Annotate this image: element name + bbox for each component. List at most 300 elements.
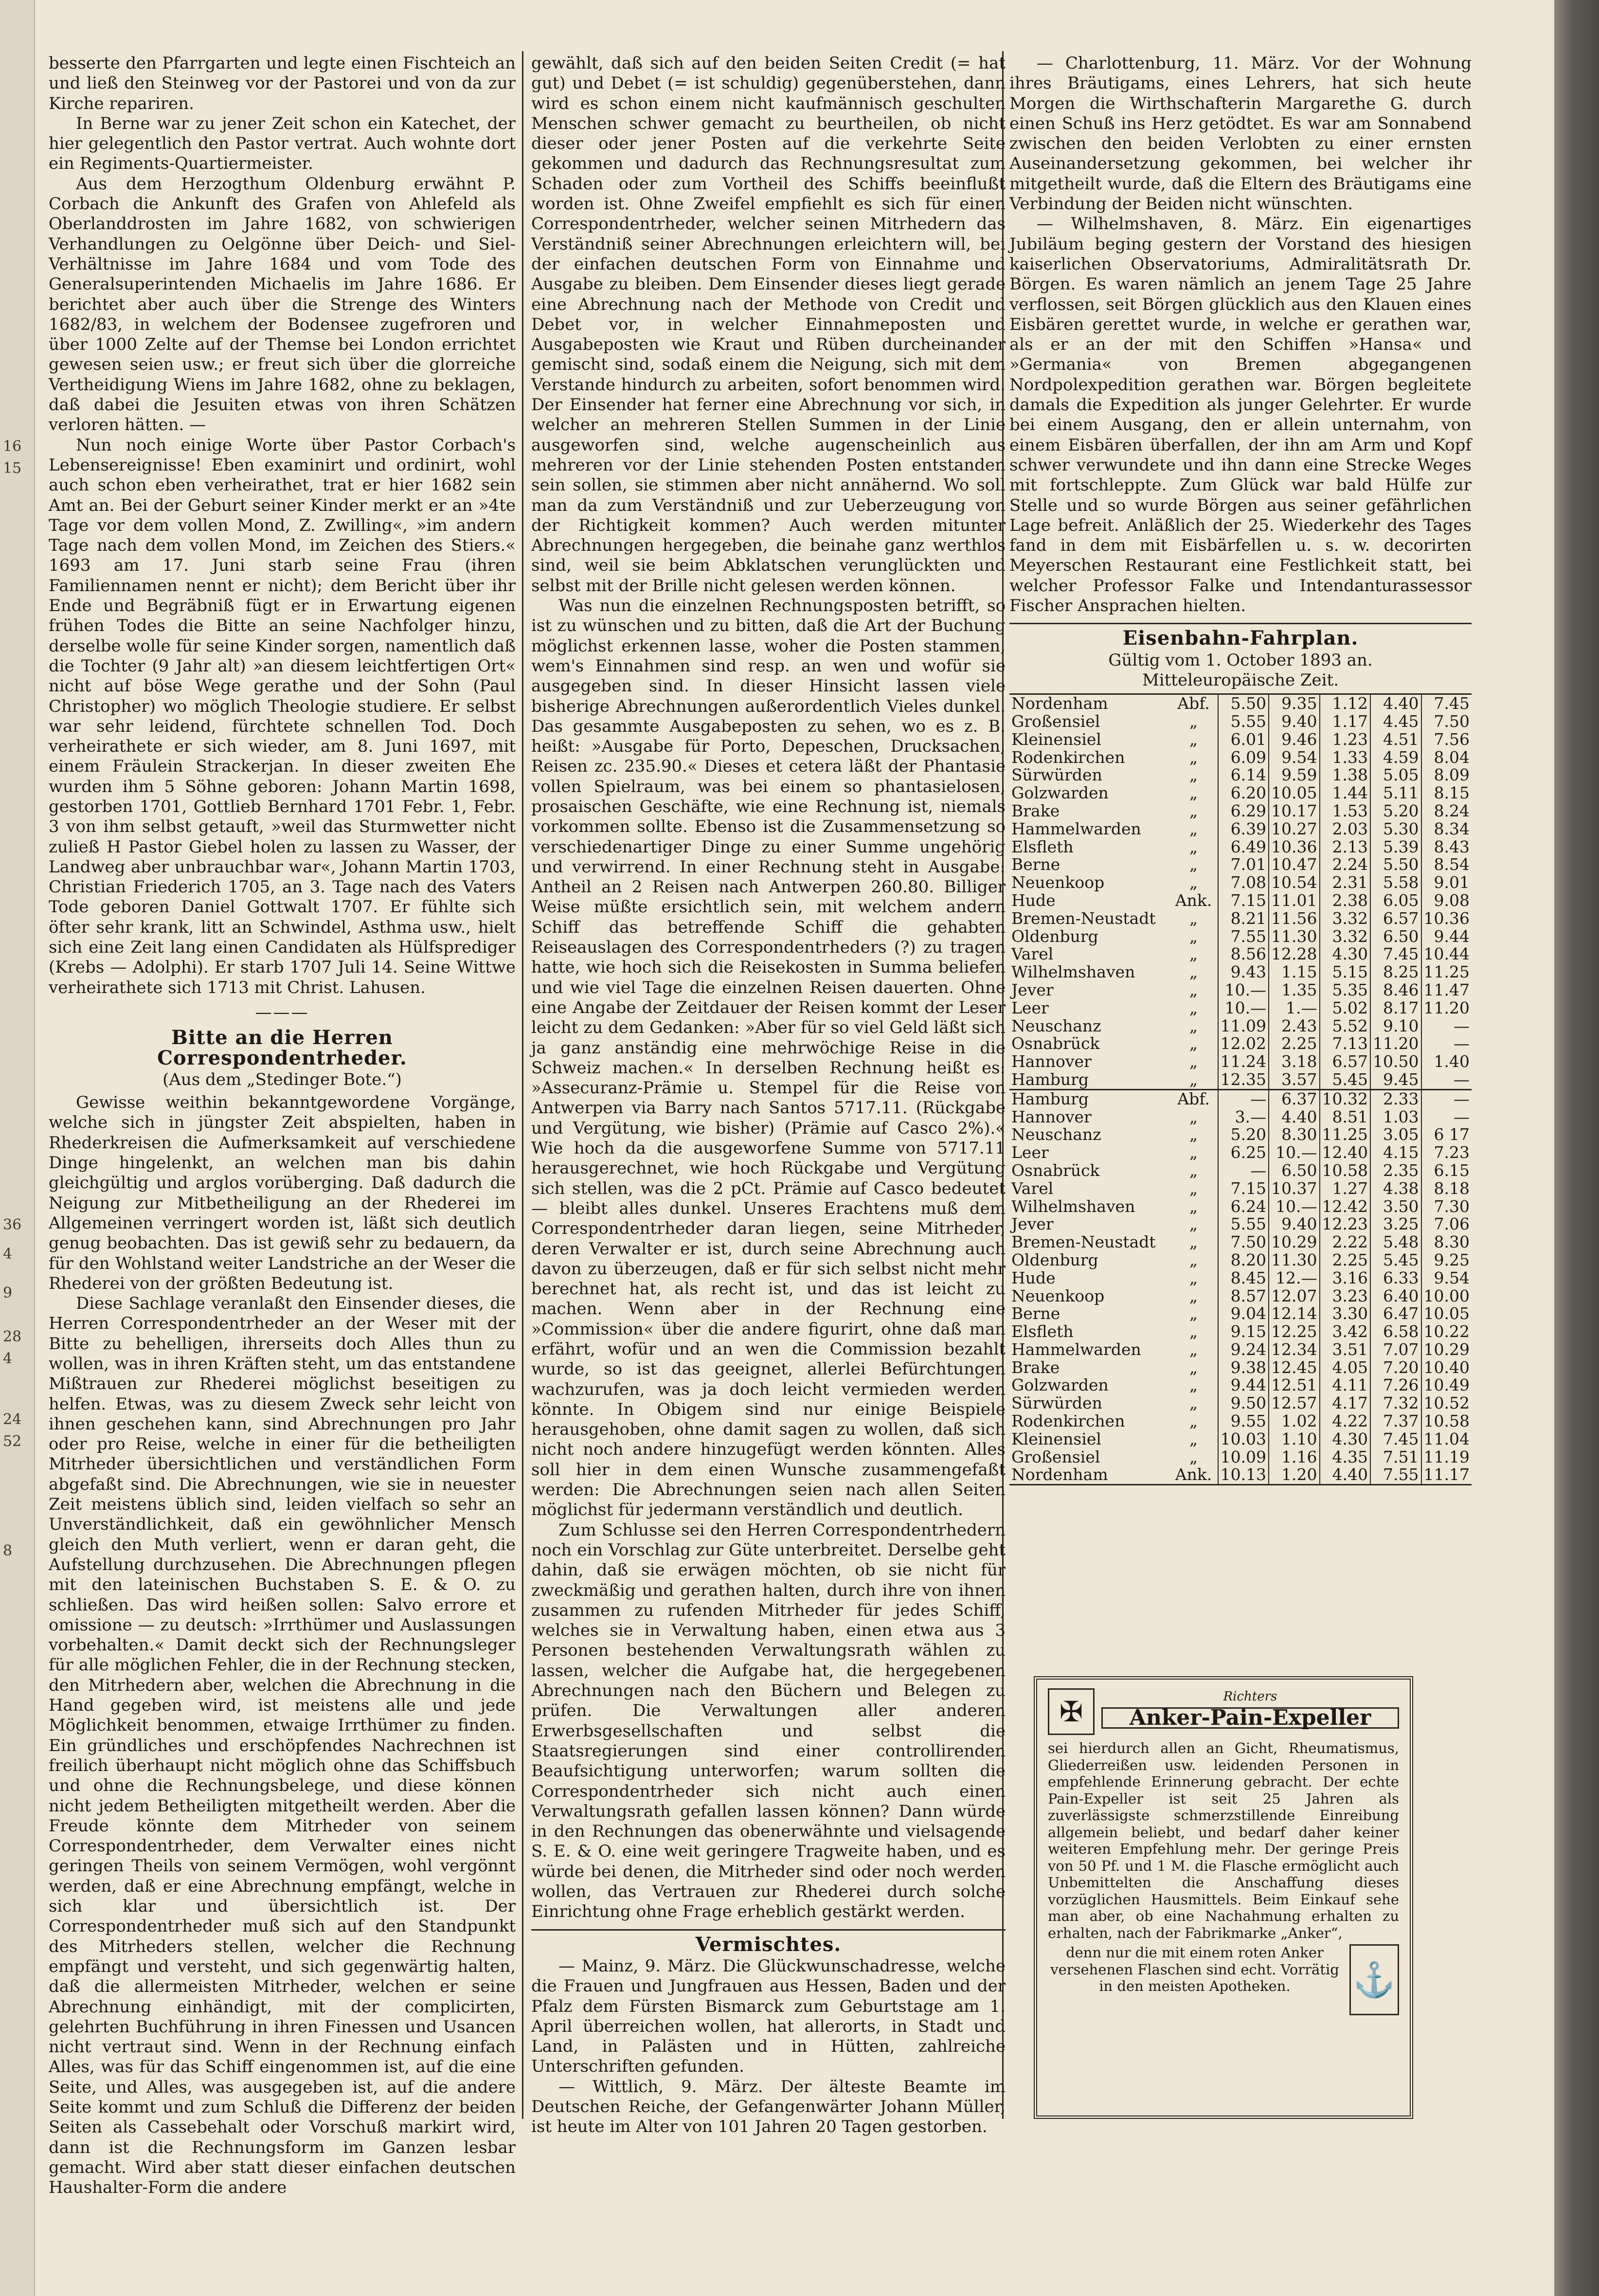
train-time: 6.58 (1370, 1323, 1421, 1341)
train-time: 8.46 (1370, 981, 1421, 999)
train-time: 9.04 (1218, 1305, 1269, 1323)
train-time: 4.17 (1320, 1394, 1370, 1412)
timetable-row (1009, 1215, 1472, 1233)
train-time: 6.29 (1218, 802, 1269, 820)
train-time: 10.— (1218, 981, 1269, 999)
departure-arrival-mark: Abf. (1170, 1089, 1218, 1108)
train-time: 9.01 (1421, 874, 1472, 892)
timetable-row (1009, 1053, 1472, 1071)
train-time: 8.30 (1421, 1233, 1472, 1251)
timetable-row (1009, 928, 1472, 946)
station-name: Bremen-Neustadt (1011, 908, 1156, 928)
train-time: 4.22 (1320, 1412, 1370, 1430)
margin-number: 15 (3, 460, 22, 477)
timetable-row (1009, 1376, 1472, 1394)
train-time: 10.— (1269, 1144, 1319, 1162)
train-time: 5.35 (1320, 981, 1370, 999)
train-time: 10.27 (1269, 820, 1319, 838)
station-name: Brake (1011, 1357, 1060, 1377)
departure-arrival-mark: „ (1189, 1447, 1198, 1466)
train-time: 11.24 (1218, 1053, 1269, 1071)
margin-number: 24 (3, 1411, 22, 1428)
train-time: 9.54 (1421, 1269, 1472, 1287)
train-time: — (1421, 1017, 1472, 1035)
train-time: 8.34 (1421, 820, 1472, 838)
train-time: 12.34 (1269, 1341, 1319, 1359)
train-time: 8.04 (1421, 749, 1472, 767)
train-time: 11.47 (1421, 981, 1472, 999)
departure-arrival-mark: „ (1189, 1034, 1198, 1053)
train-time: 9.40 (1269, 1215, 1319, 1233)
train-time: 11.25 (1320, 1126, 1370, 1144)
departure-arrival-mark: „ (1189, 1268, 1198, 1287)
train-time: 8.09 (1421, 766, 1472, 784)
train-time: 11.20 (1370, 1035, 1421, 1053)
column-2 (531, 54, 1006, 2137)
train-time: 8.51 (1320, 1108, 1370, 1126)
train-time: 5.20 (1218, 1126, 1269, 1144)
departure-arrival-mark: „ (1189, 1250, 1198, 1269)
station-name: Wilhelmshaven (1011, 1196, 1135, 1216)
train-time: 12.25 (1269, 1323, 1319, 1341)
train-time: 2.22 (1320, 1233, 1370, 1251)
timetable-row (1009, 1071, 1472, 1089)
station-name: Leer (1011, 1143, 1049, 1162)
train-time: 12.45 (1269, 1359, 1319, 1377)
train-time: 6.33 (1370, 1269, 1421, 1287)
train-time: 6.57 (1370, 910, 1421, 928)
margin-number: 4 (3, 1246, 13, 1263)
train-time: 3.32 (1320, 928, 1370, 946)
train-time: 6.01 (1218, 731, 1269, 749)
train-time: 4.38 (1370, 1180, 1421, 1198)
ad-title: Anker-Pain-Expeller (1101, 1707, 1399, 1729)
news-item: — Charlottenburg, 11. März. Vor der Wohnung ihres Bräutigams, eines Lehrers, hat sich heute Morgen die Wirthschafterin Margarethe G. durch einen Schuß ins Herz getödtet. Es war am Sonnabend zwischen den beiden Verlobten zu einer ernsten Auseinandersetzung gekommen, bei welcher ihr mitgetheilt wurde, daß die Eltern des Bräutigams eine Verbindung der Beiden nicht wünschten. (1009, 54, 1472, 214)
train-time: 10.58 (1320, 1162, 1370, 1180)
departure-arrival-mark: „ (1189, 1107, 1198, 1126)
article-paragraph: gewählt, daß sich auf den beiden Seiten Credit (= hat gut) und Debet (= ist schuldig) gegenüberstehen, dann wird es schon einem nicht kaufmännisch geschulten Menschen schwer gemacht zu beurtheilen, ob nicht dieser oder jener Posten auf die verkehrte Seite gekommen und dadurch das Rechnungsresultat zum Schaden oder zum Vortheil des Schiffs beeinflußt worden ist. Ohne Zweifel empfiehlt es sich für einen Correspondentrheder, welcher seinen Mitrhedern das Verständniß seiner Abrechnungen erleichtern will, bei der einfachen deutschen Form von Einnahme und Ausgabe zu bleiben. Dem Einsender dieses liegt gerade eine Abrechnung nach der Methode von Credit und Debet vor, in welcher Einnahmeposten und Ausgabeposten wie Kraut und Rüben durcheinander gemischt sind, sodaß einem die Neigung, sich mit dem Verstande hindurch zu arbeiten, sofort benommen wird. Der Einsender hat ferner eine Abrechnung vor sich, in welcher an mehreren Stellen Summen in der Linie ausgeworfen sind, welche augenscheinlich aus mehreren vor der Linie stehenden Posten entstanden sein sollen, sie stimmen aber nicht annähernd. Wo soll man da zum Verständniß und zur Ueberzeugung von der Richtigkeit kommen? Auch werden mitunter Abrechnungen hergegeben, die beinahe ganz werthlos sind, weil sie beim Abklatschen verunglückten und selbst mit der Brille nicht gelesen werden können. (531, 54, 1006, 596)
train-time: — (1421, 1071, 1472, 1089)
section-rule (1009, 623, 1472, 624)
train-time: 8.21 (1218, 910, 1269, 928)
binding-edge (1554, 0, 1599, 2296)
train-time: 6.47 (1370, 1305, 1421, 1323)
train-time: 6.50 (1370, 928, 1421, 946)
train-time: — (1421, 1035, 1472, 1053)
train-time: 3.23 (1320, 1287, 1370, 1305)
article-paragraph: In Berne war zu jener Zeit schon ein Katechet, der hier gelegentlich den Pastor vertrat. Auch wohnte dort ein Regiments-Quartiermeister. (49, 113, 516, 174)
train-time: 6.40 (1370, 1287, 1421, 1305)
train-time: 7.01 (1218, 856, 1269, 874)
train-time: 8.30 (1269, 1126, 1319, 1144)
train-time: 1.23 (1320, 731, 1370, 749)
train-time: 1.33 (1320, 749, 1370, 767)
train-time: 11.25 (1421, 963, 1472, 981)
ad-footer-text: denn nur die mit einem roten Anker versehenen Flaschen sind echt. Vorrätig in den meisten Apotheken. (1050, 1944, 1339, 1994)
timetable-row (1009, 981, 1472, 999)
departure-arrival-mark: „ (1189, 837, 1198, 856)
train-time: 10.29 (1269, 1233, 1319, 1251)
departure-arrival-mark: „ (1189, 819, 1198, 838)
train-time: 10.37 (1269, 1180, 1319, 1198)
train-time: 5.45 (1320, 1071, 1370, 1089)
train-time: 7.06 (1421, 1215, 1472, 1233)
margin-number: 36 (3, 1216, 22, 1233)
article-paragraph: Was nun die einzelnen Rechnungsposten betrifft, so ist zu wünschen und zu bitten, daß die Art der Buchung möglichst erkennen lasse, woher die Posten stammen, wem's Einnahmen sind resp. an wen und wofür sie ausgegeben sind. In dieser Hinsicht lassen viele bisherige Abrechnungen außerordentlich Vieles dunkel. Das gesammte Ausgabeposten zu sehen, wo es z. B. heißt: »Ausgabe für Porto, Depeschen, Drucksachen, Reisen zc. 235.90.« Dieses et cetera läßt der Phantasie vollen Spielraum, was bei einem so phantasielosen, prosaischen Geschäfte, wie eine Rechnung ist, niemals vorkommen sollte. Ebenso ist die Zusammensetzung so verschiedenartiger Dinge zu einer Summe ungehörig und verwirrend. In einer Rechnung steht in Ausgabe: Antheil an 2 Reisen nach Antwerpen 260.80. Billiger Weise müßte ersichtlich sein, mit welchem andern Schiff das betreffende Schiff die gehabten Reiseauslagen des Correspondentrheders (?) zu tragen hatte, wie hoch sich die Reisekosten in Summa beliefen und wie viel Tage die einzelnen Reisen dauerten. Ohne eine Angabe der Zeitdauer der Reisen kommt der Leser leicht zu dem Gedanken: »Aber für so viel Geld läßt sich ja ganz anständig eine mehrwöchige Reise in die Schweiz machen.« In derselben Rechnung heißt es: »Assecuranz-Prämie u. Stempel für die Reise von Antwerpen via Barry nach Santos 5717.11. (Rückgabe und Vergütung, wie bisher) (Prämie auf Casco 2%).« Wie hoch da die ausgeworfene Summe von 5717.11 herausgerechnet, wie hoch Rückgabe und Vergütung sich stellen, was die 2 pCt. Prämie auf Casco bedeutet — bleibt alles dunkel. Unseres Erachtens muß dem Correspondentrheder daran liegen, seine Mitrheder, deren Verwalter er ist, durch seine Abrechnung auch davon zu überzeugen, daß er für sich selbst nicht mehr berechnet hat, als recht ist, und das ist leicht zu machen. Wenn aber in der Rechnung eine »Commission« über die andere figurirt, ohne daß man erfährt, wofür und an wen die Commission bezahlt wurde, so ist das geeignet, allerlei Befürchtungen wachzurufen, was ja doch leicht vermieden werden könnte. In Obigem sind nur einige Beispiele herausgehoben, ohne damit sagen zu wollen, daß sich nicht noch andere hinzugefügt werden könnten. Alles soll hier in dem einen Wunsche zusammengefaßt werden: Die Abrechnungen seien nach allen Seiten möglichst für jedermann verständlich und deutlich. (531, 596, 1006, 1520)
train-time: 10.47 (1269, 856, 1319, 874)
train-time: 2.33 (1370, 1089, 1421, 1108)
train-time: 4.40 (1269, 1108, 1319, 1126)
train-time: 5.58 (1370, 874, 1421, 892)
train-time: 2.31 (1320, 874, 1370, 892)
station-name: Nordenham (1011, 694, 1108, 713)
train-time: 10.— (1269, 1198, 1319, 1216)
train-time: 6.09 (1218, 749, 1269, 767)
timetable-validity: Gültig vom 1. October 1893 an. (1108, 650, 1373, 670)
station-name: Rodenkirchen (1011, 747, 1125, 767)
departure-arrival-mark: „ (1189, 1196, 1198, 1216)
station-name: Oldenburg (1011, 1250, 1098, 1269)
news-item: — Wittlich, 9. März. Der älteste Beamte im Deutschen Reiche, der Gefangenwärter Johann Müller, ist heute im Alter von 101 Jahren 20 Tagen gestorben. (531, 2077, 1006, 2137)
station-name: Rodenkirchen (1011, 1411, 1125, 1431)
train-time: 12.— (1269, 1269, 1319, 1287)
station-name: Varel (1011, 1178, 1054, 1198)
train-time: 5.11 (1370, 784, 1421, 802)
timetable-row (1009, 945, 1472, 963)
station-name: Varel (1011, 944, 1054, 964)
station-name: Brake (1011, 801, 1060, 820)
station-name: Sürwürden (1011, 1393, 1102, 1413)
train-time: 10.54 (1269, 874, 1319, 892)
railway-timetable (1009, 693, 1472, 1485)
timetable-row (1009, 1144, 1472, 1162)
margin-number: 52 (3, 1433, 22, 1450)
timetable-row (1009, 1017, 1472, 1035)
train-time: 5.48 (1370, 1233, 1421, 1251)
train-time: 6.25 (1218, 1144, 1269, 1162)
margin-number: 16 (3, 438, 22, 455)
timetable-row (1009, 1466, 1472, 1484)
train-time: 1.02 (1269, 1412, 1319, 1430)
train-time: 1.15 (1269, 963, 1319, 981)
train-time: 5.55 (1218, 713, 1269, 731)
train-time: 2.25 (1320, 1251, 1370, 1269)
train-time: 11.19 (1421, 1448, 1472, 1466)
train-time: 3.16 (1320, 1269, 1370, 1287)
train-time: 7.15 (1218, 892, 1269, 910)
train-time: 4.15 (1370, 1144, 1421, 1162)
anchor-icon: ⚓ (1349, 1944, 1399, 2015)
train-time: 1.12 (1320, 695, 1370, 713)
timetable-row (1009, 1287, 1472, 1305)
ad-titles (1101, 1688, 1399, 1729)
timetable-row (1009, 1323, 1472, 1341)
departure-arrival-mark: „ (1189, 1393, 1198, 1413)
news-item: — Wilhelmshaven, 8. März. Ein eigenartiges Jubiläum beging gestern der Vorstand des hiesigen kaiserlichen Observatoriums, Admiralitätsrath Dr. Börgen. Es waren nämlich an jenem Tage 25 Jahre verflossen, seit Börgen glücklich aus den Klauen eines Eisbären gerettet wurde, in welche er gerathen war, als er an der mit den Schiffen »Hansa« und »Germania« von Bremen abgegangenen Nordpolexpedition gerathen war. Börgen begleitete damals die Expedition als junger Gelehrter. Er wurde bei einem Ausgang, den er allein unternahm, von einem Eisbären überfallen, der ihn am Arm und Kopf schwer verwundete und ihn dann eine Strecke Weges mit fortschleppte. Zum Glück war bald Hülfe zur Stelle und so wurde Börgen aus seiner gefährlichen Lage befreit. Anläßlich der 25. Wiederkehr des Tages fand in dem mit Eisbärfellen u. s. w. decorirten Meyerschen Restaurant eine Festlichkeit statt, bei welcher Professor Falke und Intendanturassessor Fischer Ansprachen hielten. (1009, 214, 1472, 616)
train-time: 10.58 (1421, 1412, 1472, 1430)
station-name: Hude (1011, 1268, 1056, 1287)
train-time: 9.43 (1218, 963, 1269, 981)
train-time: 10.05 (1421, 1305, 1472, 1323)
train-time: 6 17 (1421, 1126, 1472, 1144)
article-paragraph: Nun noch einige Worte über Pastor Corbach's Lebensereignisse! Eben examinirt und ordinirt, wohl auch schon eben verheirathet, trat er hier 1682 sein Amt an. Bei der Geburt seiner Kinder merkt er an »4te Tage vor dem vollen Mond, Z. Zwilling«, »im andern Tage nach dem vollen Mond, im Zeichen des Stiers.« 1693 am 17. Juni starb seine Frau (ihren Familiennamen nennt er nicht); dem Bericht über ihr Ende und Begräbniß fügt er in Erwartung eigenen frühen Todes die Bitte an seine Nachfolger hinzu, derselbe wolle für seine Kinder sorgen, namentlich daß die Tochter (9 Jahr alt) »an diesem leichtfertigen Ort« nicht auf böse Wege gerathe und der Sohn (Paul Christopher) wo möglich Theologie studiere. Er selbst war sehr leidend, fürchtete schnellen Tod. Doch verheirathete er sich wieder, am 8. Juni 1697, mit einem Fräulein Strackerjan. In dieser zweiten Ehe wurden ihm 5 Söhne geboren: Johann Martin 1698, gestorben 1701, Gottlieb Bernhard 1701 Febr. 1, Febr. 3 von ihm selbst getauft, »weil das Sturmwetter nicht zuließ H Pastor Giebel holen zu lassen zu Wasser, der Landweg aber unbrauchbar war«, Johann Martin 1703, Christian Friederich 1705, an 3. Tage nach des Vaters Tode geboren Daniel Gottwalt 1707. Er fühlte sich öfter sehr krank, litt an Schwindel, Asthma usw., hielt sich eine Zeit lang einen Candidaten als Hülfsprediger (Krebs — Adolphi). Er starb 1707 Juli 14. Seine Wittwe verheirathete sich 1713 mit Christ. Lahusen. (49, 435, 516, 997)
train-time: 10.36 (1269, 838, 1319, 856)
train-time: 4.51 (1370, 731, 1421, 749)
ad-footer (1048, 1944, 1399, 2015)
section-title: Vermischtes. (695, 1933, 842, 1956)
station-name: Leer (1011, 998, 1049, 1017)
timetable-row (1009, 1412, 1472, 1430)
margin-number: 4 (3, 1350, 13, 1367)
train-time: 7.37 (1370, 1412, 1421, 1430)
station-name: Hannover (1011, 1107, 1092, 1126)
train-time: 9.44 (1218, 1376, 1269, 1394)
departure-arrival-mark: „ (1189, 1232, 1198, 1252)
timetable-row (1009, 1089, 1472, 1108)
train-time: 8.25 (1370, 963, 1421, 981)
station-name: Elsfleth (1011, 837, 1074, 856)
train-time: 7.32 (1370, 1394, 1421, 1412)
train-time: 9.10 (1370, 1017, 1421, 1035)
departure-arrival-mark: „ (1189, 747, 1198, 767)
station-name: Sürwürden (1011, 765, 1102, 785)
station-name: Elsfleth (1011, 1322, 1074, 1341)
station-name: Hammelwarden (1011, 819, 1141, 838)
station-name: Berne (1011, 1304, 1060, 1323)
train-time: 7.55 (1218, 928, 1269, 946)
train-time: 9.46 (1269, 731, 1319, 749)
train-time: 7.23 (1421, 1144, 1472, 1162)
train-time: 6.15 (1421, 1162, 1472, 1180)
train-time: 1.— (1269, 999, 1319, 1017)
timetable-row (1009, 892, 1472, 910)
train-time: 9.59 (1269, 766, 1319, 784)
train-time: 6.24 (1218, 1198, 1269, 1216)
train-time: 7.50 (1218, 1233, 1269, 1251)
train-time: 10.44 (1421, 945, 1472, 963)
train-time: 7.30 (1421, 1198, 1472, 1216)
station-name: Hamburg (1009, 1089, 1170, 1108)
train-time: 6.39 (1218, 820, 1269, 838)
train-time: 4.11 (1320, 1376, 1370, 1394)
station-name: Hamburg (1011, 1069, 1089, 1089)
train-time: 7.45 (1370, 945, 1421, 963)
train-time: 10.13 (1218, 1466, 1269, 1484)
timetable-row (1009, 713, 1472, 731)
train-time: 12.28 (1269, 945, 1319, 963)
advertisement-pain-expeller (1034, 1676, 1413, 2119)
train-time: 5.30 (1370, 820, 1421, 838)
train-time: 6.14 (1218, 766, 1269, 784)
train-time: 5.50 (1218, 695, 1269, 713)
train-time: 4.30 (1320, 1430, 1370, 1448)
departure-arrival-mark: „ (1189, 1016, 1198, 1035)
train-time: 12.57 (1269, 1394, 1319, 1412)
timetable-table (1009, 695, 1472, 1484)
train-time: 1.40 (1421, 1053, 1472, 1071)
departure-arrival-mark: „ (1189, 729, 1198, 749)
train-time: 5.52 (1320, 1017, 1370, 1035)
train-time: 6.20 (1218, 784, 1269, 802)
train-time: 3.50 (1370, 1198, 1421, 1216)
section-title: Bitte an die Herren Correspondentrheder. (157, 1026, 407, 1069)
article-paragraph: Aus dem Herzogthum Oldenburg erwähnt P. Corbach die Ankunft des Grafen von Ahlefeld als Oberlanddrosten im Jahre 1682, von schwierigen Verhandlungen zu Oelgönne über Deich- und Siel-Verhältnisse im Jahre 1684 und vom Tode des Generalsuperintenden Michaelis im Jahre 1686. Er berichtet aber auch über die Strenge des Winters 1682/83, in welchem der Bodensee zugefroren und über 1000 Zelte auf der Themse bei London errichtet gewesen seien usw.; er freut sich über die glorreiche Vertheidigung Wiens im Jahre 1682, ohne zu beklagen, daß dabei die Jesuiten etwas von ihren Schätzen verloren hätten. — (49, 174, 516, 435)
station-name: Neuschanz (1011, 1125, 1101, 1144)
train-time: 5.05 (1370, 766, 1421, 784)
column-3 (1009, 54, 1472, 1485)
departure-arrival-mark: „ (1189, 908, 1198, 928)
departure-arrival-mark: „ (1189, 855, 1198, 874)
train-time: 10.09 (1218, 1448, 1269, 1466)
train-time: 9.50 (1218, 1394, 1269, 1412)
timetable-row (1009, 802, 1472, 820)
departure-arrival-mark: „ (1189, 926, 1198, 946)
ad-header (1048, 1688, 1399, 1735)
train-time: 8.54 (1421, 856, 1472, 874)
station-name: Neuenkoop (1011, 873, 1105, 892)
train-time: 7.45 (1421, 695, 1472, 713)
train-time: 9.40 (1269, 713, 1319, 731)
train-time: 10.17 (1269, 802, 1319, 820)
train-time: 9.55 (1218, 1412, 1269, 1430)
train-time: 2.38 (1320, 892, 1370, 910)
train-time: 12.14 (1269, 1305, 1319, 1323)
train-time: 7.20 (1370, 1359, 1421, 1377)
timetable-row (1009, 1198, 1472, 1216)
timetable-row (1009, 749, 1472, 767)
departure-arrival-mark: „ (1189, 712, 1198, 731)
article-paragraph: Diese Sachlage veranlaßt den Einsender dieses, die Herren Correspondentrheder an der Weser mit der Bitte zu behelligen, ihrerseits doch Alles thun zu wollen, was in ihren Kräften steht, um das entstandene Mißtrauen zur Rhederei möglichst beseitigen zu helfen. Etwas, was zu diesem Zweck sehr leicht von ihnen geschehen kann, sind Abrechnungen pro Jahr oder pro Reise, welche in einer für die betheiligten Mitrheder übersichtlichen und verständlichen Form abgefaßt sind. Die Abrechnungen, wie sie in neuester Zeit meistens üblich sind, leiden vielfach so sehr an Unverständlichkeit, daß ein gewöhnlicher Mensch gleich den Muth verliert, wenn er daran geht, die Aufstellung durchzusehen. Die Abrechnungen pflegen mit den lateinischen Buchstaben S. E. & O. zu schließen. Das wird heißen sollen: Salvo errore et omissione — zu deutsch: »Irrthümer und Auslassungen vorbehalten.« Damit deckt sich der Rechnungsleger für alle möglichen Fehler, die in der Rechnung stecken, den Mitrhedern aber, welchen die Abrechnung in die Hand gegeben wird, ist meistens alle und jede Möglichkeit benommen, etwaige Irrthümer zu finden. Ein gründliches und erschöpfendes Nachrechnen ist freilich überhaupt nicht möglich ohne das Schiffsbuch und ohne die Rechnungsbelege, und diese können nicht jedem Betheiligten mitgetheilt werden. Aber die Freude könnte dem Mitrheder von seinem Correspondentrheder, dem Verwalter eines nicht geringen Theils von seinem Vermögen, wohl vergönnt werden, daß er eine Abrechnung empfängt, welche in sich klar und übersichtlich ist. Der Correspondentrheder muß sich auf den Standpunkt des Mitrheders stellen, welcher die Rechnung empfängt und versteht, und sich gegenwärtig halten, daß die allermeisten Mitrheder, welchen er seine Abrechnung einhändigt, mit der complicirten, gelehrten Buchführung in ihren Finessen und Usancen nicht vertraut sind. Wenn in der Rechnung einfach Alles, was für das Schiff eingenommen ist, auf die eine Seite, und Alles, was ausgegeben ist, auf die andere Seite kommt und zum Schluß die Differenz der beiden Seiten als Cassebehalt oder Vorschuß markirt wird, dann ist die Rechnungsform im Ganzen lesbar gemacht. Wird aber statt dieser einfachen deutschen Haushalter-Form die andere (49, 1294, 516, 2198)
train-time: 7.26 (1370, 1376, 1421, 1394)
timetable-row (1009, 784, 1472, 802)
train-time: 7.50 (1421, 713, 1472, 731)
train-time: 1.16 (1269, 1448, 1319, 1466)
train-time: 1.20 (1269, 1466, 1319, 1484)
train-time: 7.51 (1370, 1448, 1421, 1466)
train-time: 6.57 (1320, 1053, 1370, 1071)
train-time: 6.05 (1370, 892, 1421, 910)
train-time: 12.42 (1320, 1198, 1370, 1216)
column-1 (49, 54, 516, 2198)
train-time: 1.38 (1320, 766, 1370, 784)
station-name: Hammelwarden (1011, 1339, 1141, 1359)
station-name: Jever (1011, 980, 1054, 999)
train-time: 8.45 (1218, 1269, 1269, 1287)
station-name: Osnabrück (1011, 1160, 1100, 1180)
train-time: 2.24 (1320, 856, 1370, 874)
departure-arrival-mark: „ (1189, 1375, 1198, 1395)
timetable-row (1009, 963, 1472, 981)
train-time: — (1218, 1162, 1269, 1180)
train-time: 6.37 (1269, 1089, 1319, 1108)
ad-brand: Richters (1223, 1689, 1277, 1704)
article-paragraph: Zum Schlusse sei den Herren Correspondentrhedern noch ein Vorschlag zur Güte unterbreitet. Derselbe geht dahin, daß sie erwägen möchten, ob sie nicht für zweckmäßig und gerathen halten, durch ihre von ihnen zusammen zu rufenden Mitrheder für jedes Schiff, welches sie in Verwaltung haben, einen etwa aus 3 Personen bestehenden Verwaltungsrath wählen zu lassen, welcher die Aufgabe hat, die hergegebenen Abrechnungen nach den Büchern und Belegen zu prüfen. Die Verwaltungen aller anderen Erwerbsgesellschaften und selbst die Staatsregierungen sind einer controllirenden Beaufsichtigung unterworfen; warum sollten die Correspondentrheder sich nicht auch einen Verwaltungsrath gefallen lassen können? Dann würde in den Rechnungen das obenerwähnte und vielsagende S. E. & O. eine weit geringere Tragweite haben, und es würde bei denen, die Mitrheder sind oder noch werden wollen, das Vertrauen zur Rhederei durch solche Einrichtung ohne Frage erheblich gestärkt werden. (531, 1520, 1006, 1922)
train-time: 3.30 (1320, 1305, 1370, 1323)
timetable-title: Eisenbahn-Fahrplan. (1122, 627, 1359, 650)
station-name: Berne (1011, 855, 1060, 874)
train-time: 9.44 (1421, 928, 1472, 946)
train-time: 5.55 (1218, 1215, 1269, 1233)
departure-arrival-mark: „ (1189, 1286, 1198, 1305)
timetable-row (1009, 1394, 1472, 1412)
train-time: 8.57 (1218, 1287, 1269, 1305)
train-time: 12.02 (1218, 1035, 1269, 1053)
station-name: Kleinensiel (1011, 729, 1101, 749)
train-time: 3.05 (1370, 1126, 1421, 1144)
train-time: 8.43 (1421, 838, 1472, 856)
train-time: 7.45 (1370, 1430, 1421, 1448)
train-time: 7.55 (1370, 1466, 1421, 1484)
station-name: Hude (1011, 890, 1056, 910)
train-time: 5.50 (1370, 856, 1421, 874)
train-time: 3.— (1218, 1108, 1269, 1126)
departure-arrival-mark: „ (1189, 1178, 1198, 1198)
train-time: 8.20 (1218, 1251, 1269, 1269)
train-time: 5.02 (1320, 999, 1370, 1017)
train-time: 1.10 (1269, 1430, 1319, 1448)
train-time: 2.43 (1269, 1017, 1319, 1035)
departure-arrival-mark: „ (1189, 1125, 1198, 1144)
train-time: 10.00 (1421, 1287, 1472, 1305)
station-name: Neuschanz (1011, 1016, 1101, 1035)
train-time: 2.03 (1320, 820, 1370, 838)
train-time: 9.35 (1269, 695, 1319, 713)
train-time: 12.51 (1269, 1376, 1319, 1394)
timetable-timezone: Mitteleuropäische Zeit. (1142, 670, 1339, 690)
train-time: 12.23 (1320, 1215, 1370, 1233)
departure-arrival-mark: „ (1189, 1357, 1198, 1377)
train-time: 8.17 (1370, 999, 1421, 1017)
timetable-row (1009, 856, 1472, 874)
departure-arrival-mark: „ (1189, 1069, 1198, 1089)
train-time: 12.07 (1269, 1287, 1319, 1305)
timetable-row (1009, 695, 1472, 713)
departure-arrival-mark: „ (1189, 980, 1198, 999)
train-time: 10.05 (1269, 784, 1319, 802)
station-name: Hannover (1011, 1052, 1092, 1071)
station-name: Golzwarden (1011, 783, 1109, 803)
train-time: 2.25 (1269, 1035, 1319, 1053)
train-time: 11.01 (1269, 892, 1319, 910)
timetable-row (1009, 1305, 1472, 1323)
train-time: 9.15 (1218, 1323, 1269, 1341)
train-time: 10.49 (1421, 1376, 1472, 1394)
train-time: 8.24 (1421, 802, 1472, 820)
station-name: Jever (1011, 1214, 1054, 1234)
timetable-row (1009, 1448, 1472, 1466)
departure-arrival-mark: „ (1189, 765, 1198, 785)
train-time: 4.30 (1320, 945, 1370, 963)
train-time: 6.49 (1218, 838, 1269, 856)
train-time: 9.08 (1421, 892, 1472, 910)
train-time: 5.39 (1370, 838, 1421, 856)
station-name: Osnabrück (1011, 1034, 1100, 1053)
departure-arrival-mark: „ (1189, 1429, 1198, 1448)
article-paragraph: besserte den Pfarrgarten und legte einen Fischteich an und ließ den Steinweg vor der Pastorei und von da zur Kirche repariren. (49, 54, 516, 113)
train-time: 3.51 (1320, 1341, 1370, 1359)
cross-emblem-icon: ✠ (1048, 1688, 1095, 1735)
departure-arrival-mark: „ (1189, 944, 1198, 964)
train-time: 11.20 (1421, 999, 1472, 1017)
train-time: 12.35 (1218, 1071, 1269, 1089)
departure-arrival-mark: „ (1189, 873, 1198, 892)
train-time: 10.50 (1370, 1053, 1421, 1071)
station-name: Golzwarden (1011, 1375, 1109, 1395)
train-time: 12.40 (1320, 1144, 1370, 1162)
train-time: 8.18 (1421, 1180, 1472, 1198)
timetable-row (1009, 1251, 1472, 1269)
train-time: 11.04 (1421, 1430, 1472, 1448)
